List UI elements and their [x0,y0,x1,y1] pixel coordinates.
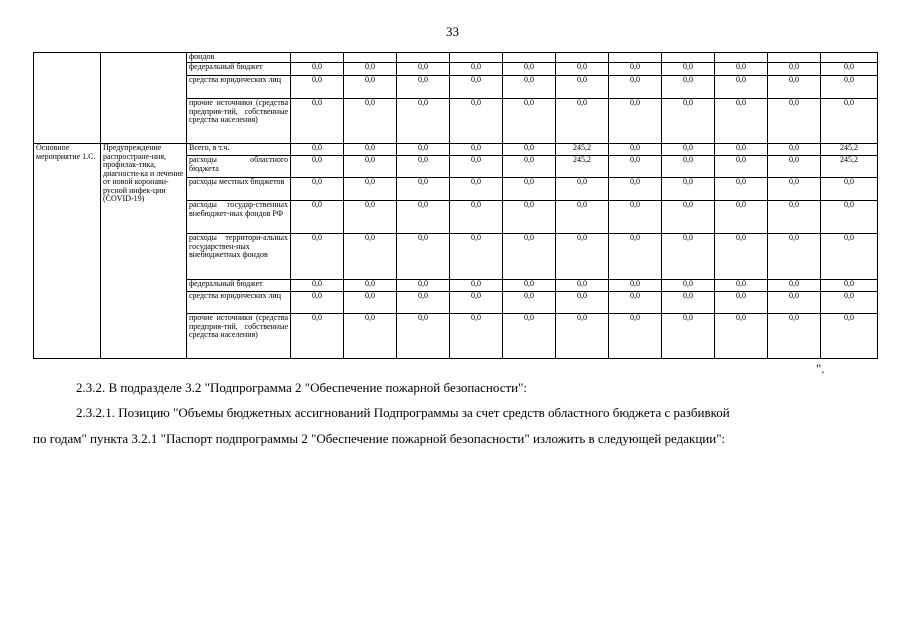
value-cell [291,53,344,63]
activity-name-cell: Основное мероприятие 1.С. [34,144,101,359]
value-cell: 0,0 [768,178,821,201]
value-cell: 0,0 [450,314,503,359]
value-cell: 0,0 [291,178,344,201]
value-cell: 0,0 [503,156,556,178]
value-cell: 0,0 [344,178,397,201]
value-cell: 0,0 [503,99,556,144]
value-cell [609,53,662,63]
source-cell: расходы местных бюджетов [187,178,291,201]
value-cell: 0,0 [344,144,397,156]
closing-quote: ". [816,361,825,376]
value-cell: 0,0 [450,63,503,76]
value-cell: 0,0 [397,178,450,201]
source-cell: прочие источники (средства предприя-тий, собственные средства населения) [187,99,291,144]
value-cell: 0,0 [291,63,344,76]
value-cell: 0,0 [556,63,609,76]
value-cell: 0,0 [821,314,878,359]
value-cell: 0,0 [609,292,662,314]
value-cell: 0,0 [291,99,344,144]
value-cell: 0,0 [609,76,662,99]
value-cell: 0,0 [715,280,768,292]
value-cell: 0,0 [768,280,821,292]
value-cell: 0,0 [450,178,503,201]
value-cell: 0,0 [662,292,715,314]
value-cell: 0,0 [609,63,662,76]
value-cell: 0,0 [503,63,556,76]
value-cell: 245,2 [821,144,878,156]
value-cell: 0,0 [450,76,503,99]
value-cell: 0,0 [503,292,556,314]
value-cell: 0,0 [450,201,503,234]
value-cell: 0,0 [556,76,609,99]
value-cell: 0,0 [821,99,878,144]
value-cell: 0,0 [344,63,397,76]
activity-description-cell: Предупреждение распростране-ния, профилак-тика, диагности-ка и лечение от новой коронави-русной инфек-ции (COVID-19) [101,144,187,359]
value-cell: 0,0 [344,314,397,359]
value-cell [768,53,821,63]
value-cell: 0,0 [450,99,503,144]
value-cell: 0,0 [768,63,821,76]
value-cell: 0,0 [662,63,715,76]
value-cell: 0,0 [291,314,344,359]
value-cell: 0,0 [715,178,768,201]
value-cell: 0,0 [821,178,878,201]
value-cell: 0,0 [715,201,768,234]
value-cell: 0,0 [503,314,556,359]
value-cell: 0,0 [344,234,397,280]
value-cell: 0,0 [556,292,609,314]
value-cell: 0,0 [715,292,768,314]
value-cell: 0,0 [768,144,821,156]
source-cell: федеральный бюджет [187,280,291,292]
value-cell: 0,0 [662,156,715,178]
value-cell: 0,0 [291,76,344,99]
value-cell: 0,0 [503,178,556,201]
value-cell: 0,0 [397,144,450,156]
value-cell: 0,0 [291,144,344,156]
value-cell [344,53,397,63]
value-cell: 0,0 [503,144,556,156]
value-cell: 0,0 [609,156,662,178]
paragraph-2-3-2-1-continued: по годам" пункта 3.2.1 "Паспорт подпрограммы 2 "Обеспечение пожарной безопасности" изложить в следующей редакции": [33,431,726,446]
source-cell: средства юридических лиц [187,76,291,99]
value-cell: 0,0 [556,314,609,359]
value-cell: 0,0 [450,144,503,156]
value-cell: 0,0 [662,314,715,359]
value-cell: 0,0 [503,76,556,99]
source-cell: федеральный бюджет [187,63,291,76]
value-cell: 0,0 [344,76,397,99]
value-cell: 0,0 [768,201,821,234]
table-row [34,53,878,63]
value-cell: 0,0 [450,234,503,280]
source-cell: расходы территори-альных государствен-ных внебюджетных фондов [187,234,291,280]
continued-description-cell [101,53,187,144]
value-cell: 0,0 [397,63,450,76]
value-cell: 0,0 [609,280,662,292]
value-cell: 0,0 [662,99,715,144]
table-row [34,144,878,156]
value-cell [715,53,768,63]
value-cell: 0,0 [556,178,609,201]
value-cell: 0,0 [450,156,503,178]
value-cell: 0,0 [397,314,450,359]
value-cell: 0,0 [715,314,768,359]
value-cell: 0,0 [291,201,344,234]
value-cell: 0,0 [291,156,344,178]
source-cell: фондов [187,53,291,63]
value-cell: 245,2 [556,144,609,156]
value-cell: 0,0 [344,280,397,292]
value-cell: 0,0 [715,99,768,144]
value-cell: 0,0 [397,99,450,144]
value-cell [662,53,715,63]
paragraph-2-3-2-1: 2.3.2.1. Позицию "Объемы бюджетных ассигнований Подпрограммы за счет средств областного бюджета с разбивкой [76,405,730,420]
value-cell: 0,0 [662,234,715,280]
continued-activity-cell [34,53,101,144]
budget-table [33,52,878,359]
value-cell: 0,0 [609,234,662,280]
value-cell: 0,0 [662,178,715,201]
source-cell: расходы областного бюджета [187,156,291,178]
value-cell: 0,0 [291,280,344,292]
value-cell: 0,0 [768,76,821,99]
value-cell: 0,0 [662,201,715,234]
value-cell: 0,0 [556,201,609,234]
source-cell: Всего, в т.ч. [187,144,291,156]
value-cell: 0,0 [397,280,450,292]
value-cell: 0,0 [821,76,878,99]
value-cell: 0,0 [715,156,768,178]
value-cell [397,53,450,63]
value-cell [450,53,503,63]
value-cell: 0,0 [821,234,878,280]
value-cell: 0,0 [821,280,878,292]
value-cell: 0,0 [397,76,450,99]
value-cell: 0,0 [715,234,768,280]
value-cell: 0,0 [344,99,397,144]
value-cell: 0,0 [450,280,503,292]
value-cell: 245,2 [556,156,609,178]
value-cell: 0,0 [556,280,609,292]
value-cell: 0,0 [609,314,662,359]
value-cell: 0,0 [397,292,450,314]
value-cell: 0,0 [291,292,344,314]
value-cell [556,53,609,63]
value-cell: 0,0 [609,144,662,156]
value-cell: 245,2 [821,156,878,178]
source-cell: прочие источники (средства предприя-тий, собственные средства населения) [187,314,291,359]
value-cell: 0,0 [503,201,556,234]
value-cell: 0,0 [450,292,503,314]
value-cell: 0,0 [768,292,821,314]
page-number: 33 [446,24,459,39]
budget-table-body [34,53,878,359]
value-cell: 0,0 [821,201,878,234]
value-cell: 0,0 [715,76,768,99]
value-cell: 0,0 [556,99,609,144]
value-cell: 0,0 [609,201,662,234]
value-cell: 0,0 [344,156,397,178]
value-cell: 0,0 [662,280,715,292]
value-cell: 0,0 [821,292,878,314]
value-cell: 0,0 [768,234,821,280]
value-cell: 0,0 [397,234,450,280]
value-cell: 0,0 [397,201,450,234]
value-cell: 0,0 [768,314,821,359]
value-cell: 0,0 [397,156,450,178]
source-cell: средства юридических лиц [187,292,291,314]
value-cell: 0,0 [503,234,556,280]
value-cell [503,53,556,63]
value-cell: 0,0 [556,234,609,280]
value-cell: 0,0 [291,234,344,280]
source-cell: расходы государ-ственных внебюджет-ных фондов РФ [187,201,291,234]
value-cell: 0,0 [609,99,662,144]
value-cell: 0,0 [768,99,821,144]
value-cell: 0,0 [609,178,662,201]
value-cell: 0,0 [715,144,768,156]
value-cell: 0,0 [662,76,715,99]
value-cell: 0,0 [503,280,556,292]
value-cell: 0,0 [821,63,878,76]
paragraph-2-3-2: 2.3.2. В подразделе 3.2 "Подпрограмма 2 "Обеспечение пожарной безопасности": [76,380,528,395]
value-cell: 0,0 [715,63,768,76]
value-cell: 0,0 [768,156,821,178]
value-cell: 0,0 [662,144,715,156]
value-cell: 0,0 [344,292,397,314]
value-cell [821,53,878,63]
value-cell: 0,0 [344,201,397,234]
